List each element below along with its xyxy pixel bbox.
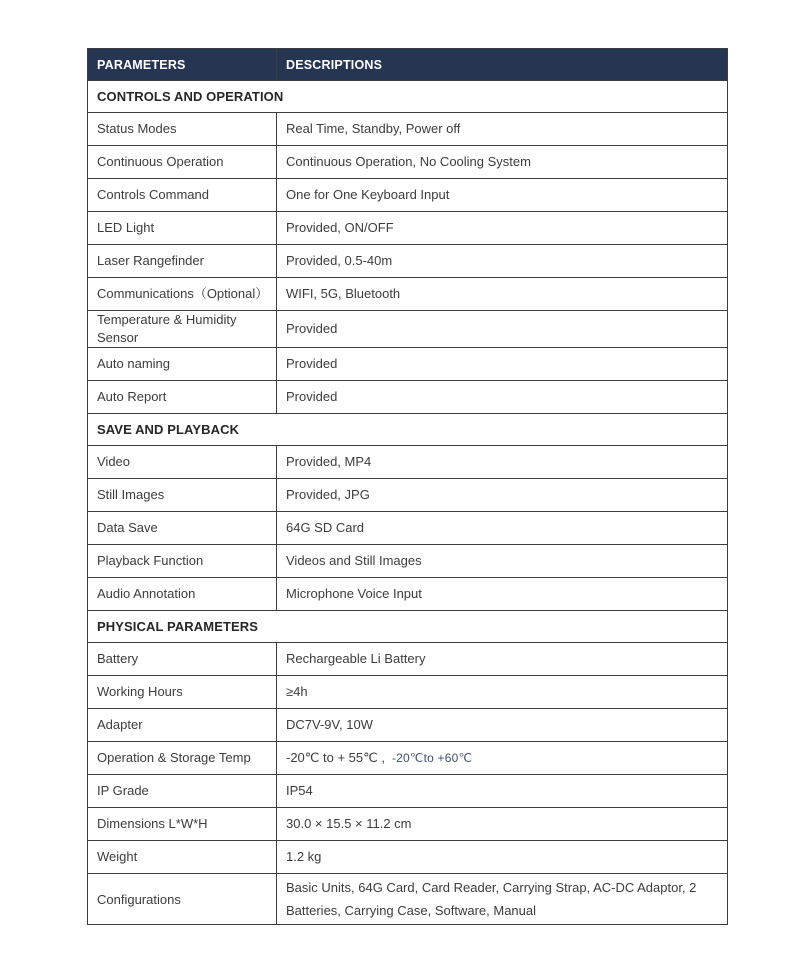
description-cell: ≥4h: [277, 676, 728, 709]
parameter-cell: LED Light: [88, 212, 277, 245]
description-cell: Provided: [277, 381, 728, 414]
description-cell: 30.0 × 15.5 × 11.2 cm: [277, 808, 728, 841]
description-cell: Videos and Still Images: [277, 545, 728, 578]
parameter-cell: IP Grade: [88, 775, 277, 808]
description-cell: 64G SD Card: [277, 512, 728, 545]
table-row: [88, 775, 728, 808]
table-header: [88, 49, 728, 81]
table-row: [88, 245, 728, 278]
description-cell: IP54: [277, 775, 728, 808]
description-cell: Real Time, Standby, Power off: [277, 113, 728, 146]
parameter-cell: Configurations: [88, 874, 277, 925]
parameter-cell: Operation & Storage Temp: [88, 742, 277, 775]
header-descriptions: DESCRIPTIONS: [277, 49, 728, 81]
description-cell: Provided: [277, 348, 728, 381]
table-row: [88, 709, 728, 742]
table-row: [88, 113, 728, 146]
table-row: [88, 446, 728, 479]
table-row: [88, 545, 728, 578]
table-row: [88, 841, 728, 874]
description-cell: Microphone Voice Input: [277, 578, 728, 611]
description-cell: WIFI, 5G, Bluetooth: [277, 278, 728, 311]
table-row: [88, 643, 728, 676]
description-cell: Provided, MP4: [277, 446, 728, 479]
parameter-cell: Communications（Optional）: [88, 278, 277, 311]
description-extra-text: -20℃to +60℃: [391, 751, 473, 765]
description-cell: Basic Units, 64G Card, Card Reader, Carrying Strap, AC-DC Adaptor, 2 Batteries, Carrying Case, Software, Manual: [277, 874, 728, 925]
description-cell: Provided, ON/OFF: [277, 212, 728, 245]
table-row: [88, 479, 728, 512]
table-row: [88, 348, 728, 381]
parameter-cell: Adapter: [88, 709, 277, 742]
parameter-cell: Temperature & Humidity Sensor: [88, 311, 277, 348]
section-title: SAVE AND PLAYBACK: [88, 414, 728, 446]
parameter-cell: Still Images: [88, 479, 277, 512]
parameter-cell: Playback Function: [88, 545, 277, 578]
specifications-table: [87, 48, 728, 925]
parameter-cell: Dimensions L*W*H: [88, 808, 277, 841]
table-row: [88, 146, 728, 179]
table-row: [88, 381, 728, 414]
parameter-cell: Working Hours: [88, 676, 277, 709]
parameter-cell: Controls Command: [88, 179, 277, 212]
table-row: [88, 578, 728, 611]
description-cell: Provided, 0.5-40m: [277, 245, 728, 278]
description-cell: Provided, JPG: [277, 479, 728, 512]
parameter-cell: Battery: [88, 643, 277, 676]
parameter-cell: Continuous Operation: [88, 146, 277, 179]
table-row: [88, 212, 728, 245]
parameter-cell: Auto naming: [88, 348, 277, 381]
table-row: [88, 278, 728, 311]
table-row: [88, 676, 728, 709]
description-cell: Continuous Operation, No Cooling System: [277, 146, 728, 179]
section-title: PHYSICAL PARAMETERS: [88, 611, 728, 643]
table-row: [88, 179, 728, 212]
description-cell: Rechargeable Li Battery: [277, 643, 728, 676]
table-row: [88, 874, 728, 925]
description-cell: Provided: [277, 311, 728, 348]
section-row: [88, 611, 728, 643]
parameter-cell: Weight: [88, 841, 277, 874]
table-row: [88, 808, 728, 841]
parameter-cell: Auto Report: [88, 381, 277, 414]
table-body: [88, 81, 728, 925]
table-row: [88, 512, 728, 545]
table-header-row: [88, 49, 728, 81]
parameter-cell: Status Modes: [88, 113, 277, 146]
header-parameters: PARAMETERS: [88, 49, 277, 81]
description-cell: 1.2 kg: [277, 841, 728, 874]
section-row: [88, 81, 728, 113]
parameter-cell: Audio Annotation: [88, 578, 277, 611]
description-text: -20℃ to + 55℃ ,: [286, 750, 385, 765]
description-cell: One for One Keyboard Input: [277, 179, 728, 212]
description-cell: DC7V-9V, 10W: [277, 709, 728, 742]
description-cell: [277, 742, 728, 775]
table-row: [88, 311, 728, 348]
section-title: CONTROLS AND OPERATION: [88, 81, 728, 113]
parameter-cell: Laser Rangefinder: [88, 245, 277, 278]
section-row: [88, 414, 728, 446]
parameter-cell: Data Save: [88, 512, 277, 545]
parameter-cell: Video: [88, 446, 277, 479]
table-row: [88, 742, 728, 775]
